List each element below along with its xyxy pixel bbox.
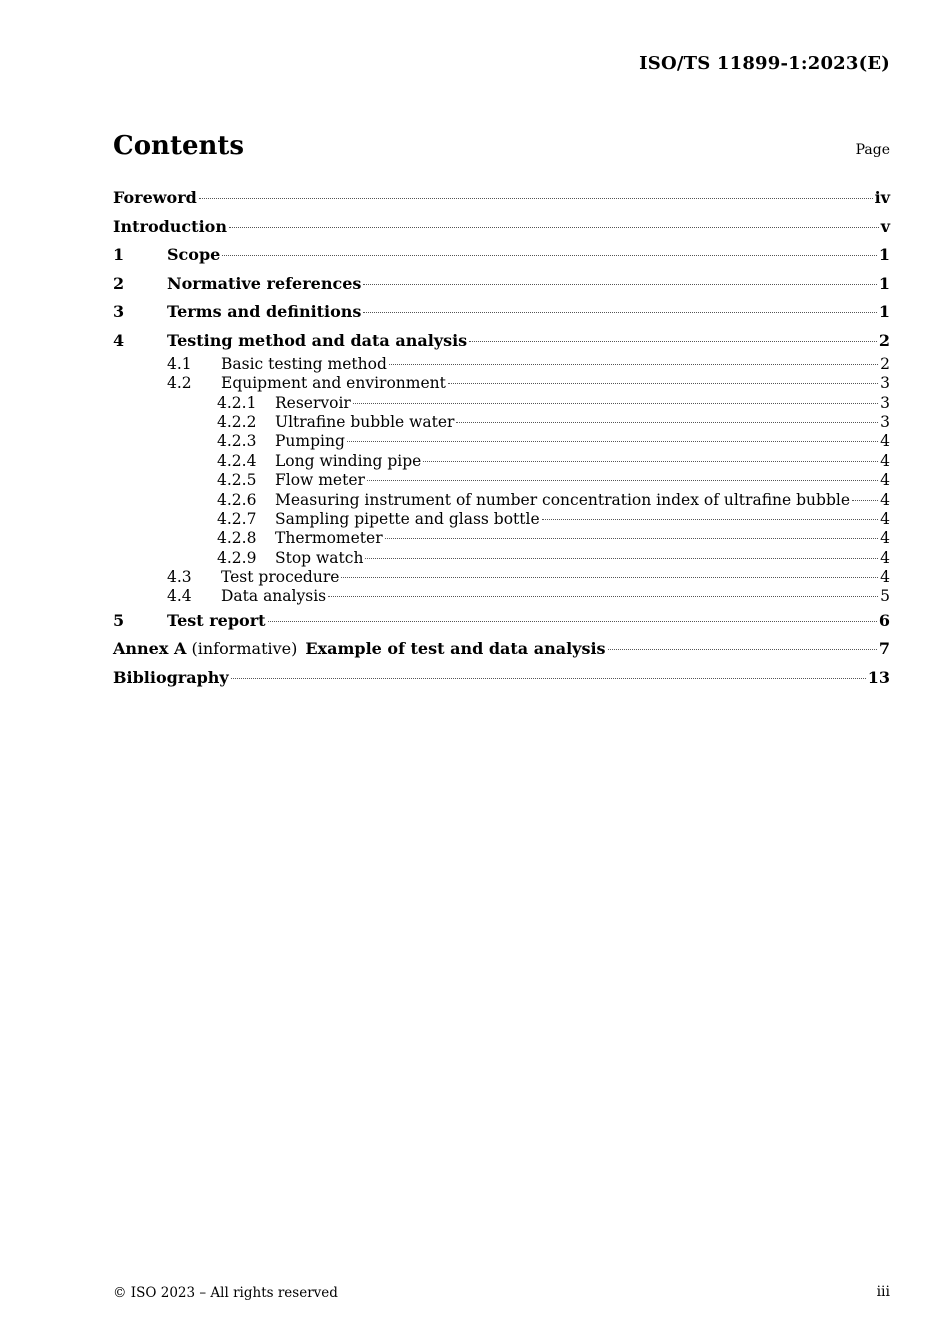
toc-page: 3: [880, 393, 890, 412]
dot-leader: [852, 500, 878, 501]
toc-page: 4: [880, 451, 890, 470]
toc-entry-4-3[interactable]: [113, 568, 890, 587]
toc-entry-4-2-2[interactable]: [113, 413, 890, 432]
toc-label: Stop watch: [275, 548, 364, 567]
toc-page: 3: [880, 412, 890, 431]
toc-page: iv: [874, 188, 890, 207]
dot-leader: [385, 538, 879, 539]
toc-number: 3: [113, 302, 125, 321]
toc-label: Foreword: [113, 188, 197, 207]
toc-entry-testing-method[interactable]: [113, 327, 890, 356]
toc-page: 13: [867, 667, 890, 687]
dot-leader: [341, 577, 878, 578]
toc-entry-4-2-8[interactable]: [113, 529, 890, 548]
toc-number: 1: [113, 245, 125, 264]
toc-number: 4: [113, 330, 125, 350]
toc-label: Ultrafine bubble water: [275, 412, 455, 431]
toc-number: 4.2.8: [217, 529, 257, 548]
toc-number: 4.4: [167, 587, 192, 606]
table-of-contents: [113, 184, 890, 692]
dot-leader: [423, 461, 878, 462]
toc-label: Introduction: [113, 216, 227, 236]
toc-entry-foreword[interactable]: [113, 184, 890, 213]
toc-label: Thermometer: [275, 529, 383, 548]
dot-leader: [469, 341, 877, 342]
toc-label: Equipment and environment: [221, 374, 446, 393]
toc-entry-4-4[interactable]: [113, 587, 890, 606]
toc-page: 7: [878, 639, 890, 659]
dot-leader: [456, 422, 878, 423]
toc-label: Sampling pipette and glass bottle: [275, 509, 540, 528]
toc-label: Pumping: [275, 432, 345, 451]
toc-number: 4.2.5: [217, 471, 257, 490]
toc-label: Measuring instrument of number concentration index of ultrafine bubble: [275, 490, 850, 509]
toc-number: 4.2.9: [217, 548, 257, 567]
toc-label: Basic testing method: [221, 355, 387, 373]
toc-label: Test report: [167, 610, 266, 630]
toc-page: 3: [880, 374, 890, 393]
toc-label: Bibliography: [113, 667, 229, 687]
toc-page: v: [880, 216, 890, 236]
toc-label: Reservoir: [275, 393, 351, 412]
dot-leader: [389, 364, 878, 365]
toc-number: 4.3: [167, 568, 192, 587]
dot-leader: [365, 558, 878, 559]
toc-entry-bibliography[interactable]: [113, 664, 890, 693]
toc-page: 4: [880, 509, 890, 528]
toc-page: 4: [880, 529, 890, 548]
dot-leader: [363, 284, 876, 285]
toc-entry-scope[interactable]: [113, 241, 890, 270]
toc-page: 1: [878, 273, 890, 293]
contents-header: [113, 131, 890, 161]
toc-annex-prefix: Annex A: [113, 639, 187, 659]
toc-label: Example of test and data analysis: [305, 639, 606, 659]
toc-number: 4.2.3: [217, 432, 257, 451]
toc-entry-annex-a[interactable]: [113, 635, 890, 664]
toc-label: Flow meter: [275, 471, 365, 490]
toc-annex-kind: [186, 635, 297, 664]
toc-entry-4-2-3[interactable]: [113, 432, 890, 451]
dot-leader: [363, 312, 876, 313]
toc-page: 2: [880, 355, 890, 373]
toc-annex-kind-text: (informative): [191, 639, 298, 659]
contents-title: Contents: [113, 131, 245, 161]
dot-leader: [542, 519, 878, 520]
toc-entry-normative-references[interactable]: [113, 270, 890, 299]
dot-leader: [367, 480, 878, 481]
toc-entry-4-2-7[interactable]: [113, 510, 890, 529]
dot-leader: [231, 678, 866, 679]
dot-leader: [199, 198, 873, 199]
dot-leader: [448, 383, 878, 384]
toc-page: 1: [878, 302, 890, 321]
toc-page: 6: [878, 610, 890, 630]
toc-number: 4.2.1: [217, 393, 257, 412]
toc-number: 4.2.2: [217, 412, 257, 431]
toc-label: Data analysis: [221, 587, 327, 606]
toc-entry-4-2-9[interactable]: [113, 549, 890, 568]
dot-leader: [222, 255, 877, 256]
document-id: ISO/TS 11899-1:2023(E): [639, 53, 890, 74]
dot-leader: [268, 621, 877, 622]
dot-leader: [229, 227, 879, 228]
toc-label: Terms and definitions: [167, 302, 362, 321]
footer-copyright: © ISO 2023 – All rights reserved: [113, 1285, 338, 1301]
toc-entry-4-2[interactable]: [113, 374, 890, 393]
toc-page: 5: [880, 587, 890, 606]
toc-number: 4.2.4: [217, 451, 257, 470]
toc-number: 4.2.7: [217, 509, 257, 528]
toc-page: 4: [880, 432, 890, 451]
toc-page: 4: [880, 548, 890, 567]
toc-entry-test-report[interactable]: [113, 607, 890, 636]
toc-entry-introduction[interactable]: [113, 213, 890, 242]
toc-entry-4-1[interactable]: [113, 355, 890, 374]
toc-label: Testing method and data analysis: [167, 330, 468, 350]
toc-entry-4-2-5[interactable]: [113, 471, 890, 490]
dot-leader: [608, 649, 877, 650]
toc-number: 4.2.6: [217, 490, 257, 509]
dot-leader: [347, 441, 878, 442]
toc-page: 1: [878, 245, 890, 264]
toc-label: Normative references: [167, 273, 362, 293]
toc-number: 2: [113, 273, 125, 293]
footer-page-number: iii: [876, 1284, 890, 1300]
toc-page: 4: [880, 568, 890, 587]
toc-entry-4-2-1[interactable]: [113, 394, 890, 413]
toc-page: 4: [880, 490, 890, 509]
toc-label: Scope: [167, 245, 221, 264]
toc-label: Long winding pipe: [275, 451, 422, 470]
page-column-label: Page: [855, 142, 890, 158]
toc-number: 4.2: [167, 374, 192, 393]
dot-leader: [353, 403, 878, 404]
toc-entry-4-2-6[interactable]: [113, 491, 890, 510]
toc-label: Test procedure: [221, 568, 340, 587]
toc-number: 5: [113, 610, 125, 630]
toc-page: 4: [880, 471, 890, 490]
dot-leader: [328, 596, 878, 597]
toc-entry-4-2-4[interactable]: [113, 452, 890, 471]
toc-page: 2: [878, 330, 890, 350]
toc-number: 4.1: [167, 355, 192, 373]
toc-entry-terms-and-definitions[interactable]: [113, 298, 890, 327]
